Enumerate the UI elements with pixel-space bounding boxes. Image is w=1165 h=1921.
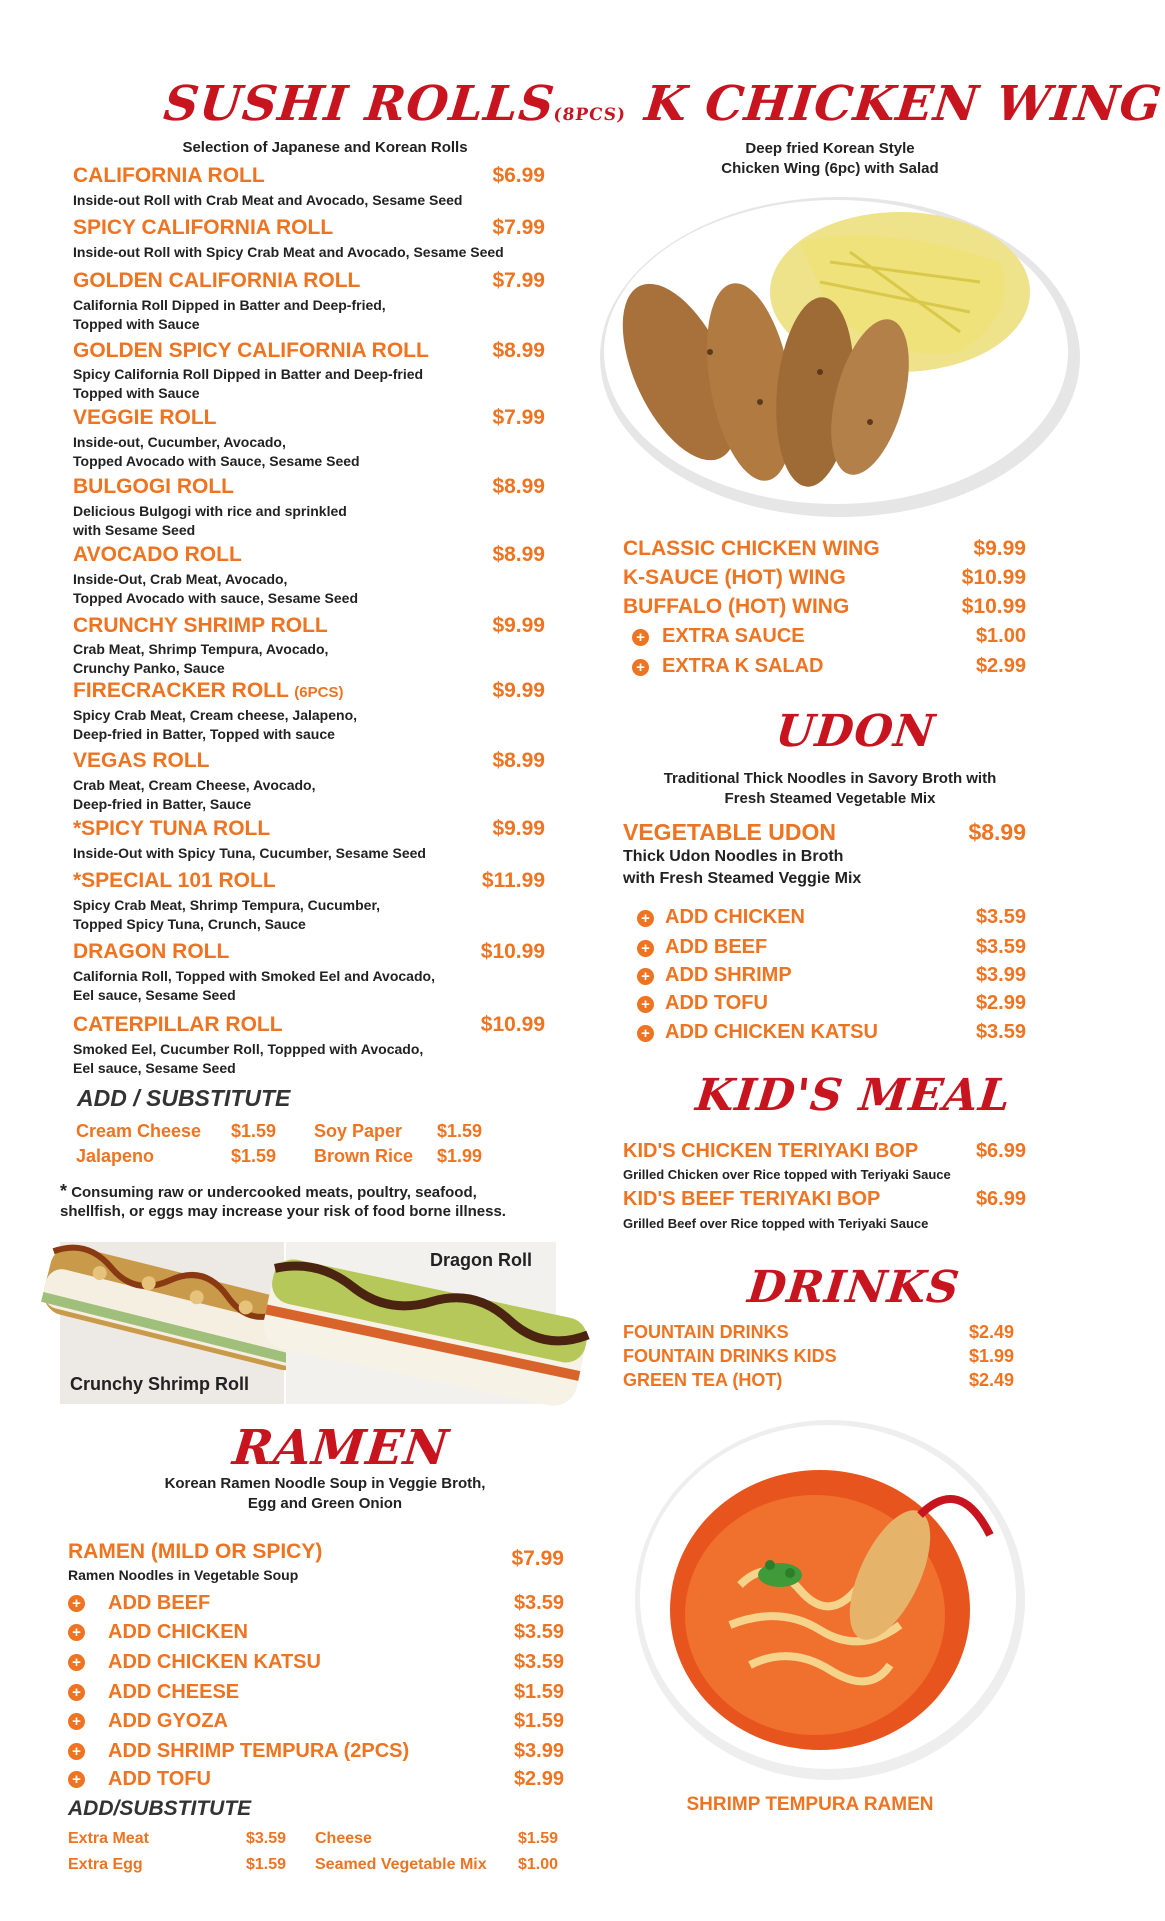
ramen-add-price: $3.59 xyxy=(513,1651,564,1673)
udon-add-price: $3.59 xyxy=(975,1021,1026,1043)
ramen-add-price: $3.99 xyxy=(513,1740,564,1762)
chicken-wing-subtitle: Deep fried Korean Style Chicken Wing (6pc) with Salad xyxy=(721,140,939,177)
ramen-sub-name: Extra Meat xyxy=(68,1830,149,1847)
sushi-item-price: $9.99 xyxy=(492,817,545,840)
udon-add-name: ADD SHRIMP xyxy=(665,964,792,986)
plus-icon: + xyxy=(637,968,654,985)
sushi-item-price: $10.99 xyxy=(480,940,545,963)
plus-icon: + xyxy=(637,940,654,957)
ramen-add-name: ADD CHICKEN xyxy=(108,1621,248,1643)
plus-icon: + xyxy=(68,1743,85,1760)
chicken-wing-photo xyxy=(600,182,1080,532)
sushi-item-price: $6.99 xyxy=(492,164,545,187)
ramen-add-name: ADD TOFU xyxy=(108,1768,211,1790)
plus-icon: + xyxy=(68,1595,85,1612)
kids-item-price: $6.99 xyxy=(975,1188,1026,1210)
wing-add-name: EXTRA K SALAD xyxy=(662,655,824,677)
plus-icon: + xyxy=(68,1624,85,1641)
drink-name: FOUNTAIN DRINKS KIDS xyxy=(623,1346,837,1366)
ramen-title: RAMEN xyxy=(230,1420,452,1476)
wing-item-price: $10.99 xyxy=(961,595,1026,618)
sushi-item-price: $9.99 xyxy=(492,679,545,702)
sushi-item-desc: Spicy Crab Meat, Cream cheese, Jalapeno, Deep-fried in Batter, Topped with sauce xyxy=(73,707,358,742)
sushi-item-name: VEGAS ROLL xyxy=(73,749,210,772)
plus-icon: + xyxy=(68,1684,85,1701)
ramen-sub-price: $1.59 xyxy=(246,1856,287,1873)
sushi-item-desc: Inside-Out with Spicy Tuna, Cucumber, Sesame Seed xyxy=(73,845,426,861)
wing-item-price: $9.99 xyxy=(973,537,1026,560)
ramen-sub-name: Cheese xyxy=(315,1830,372,1847)
sushi-item-desc: Inside-out, Cucumber, Avocado, Topped Avocado with Sauce, Sesame Seed xyxy=(73,434,360,469)
ramen-add-name: ADD GYOZA xyxy=(108,1710,228,1732)
drink-price: $1.99 xyxy=(969,1346,1015,1366)
ramen-sub-price: $1.00 xyxy=(518,1856,559,1873)
kids-item-name: KID'S CHICKEN TERIYAKI BOP xyxy=(623,1140,919,1162)
plus-icon: + xyxy=(632,659,649,676)
wing-add-price: $2.99 xyxy=(975,655,1026,677)
sushi-item-desc: California Roll Dipped in Batter and Deep-fried, Topped with Sauce xyxy=(73,297,386,332)
sushi-rolls-title xyxy=(161,76,630,132)
sushi-title-text: SUSHI ROLLS xyxy=(161,76,558,132)
udon-main-price: $8.99 xyxy=(968,819,1026,845)
ramen-add-price: $1.59 xyxy=(513,1681,564,1703)
ramen-sub-price: $1.59 xyxy=(518,1830,559,1847)
udon-subtitle: Traditional Thick Noodles in Savory Broth with Fresh Steamed Vegetable Mix xyxy=(663,770,997,807)
plus-icon: + xyxy=(637,910,654,927)
sushi-item-desc: Delicious Bulgogi with rice and sprinkled with Sesame Seed xyxy=(73,503,347,538)
disclaimer-text: Consuming raw or undercooked meats, poultry, seafood, shellfish, or eggs may increase your risk of food borne illness. xyxy=(60,1184,506,1220)
plus-icon: + xyxy=(632,629,649,646)
ramen-add-name: ADD BEEF xyxy=(108,1592,211,1614)
shrimp-tempura-ramen-caption: SHRIMP TEMPURA RAMEN xyxy=(686,1794,934,1815)
udon-add-name: ADD TOFU xyxy=(665,992,768,1014)
udon-add-price: $3.99 xyxy=(975,964,1026,986)
sushi-item-price: $9.99 xyxy=(492,614,545,637)
sushi-item-desc: Smoked Eel, Cucumber Roll, Toppped with Avocado, Eel sauce, Sesame Seed xyxy=(73,1041,424,1076)
udon-add-price: $2.99 xyxy=(975,992,1026,1014)
wing-add-price: $1.00 xyxy=(975,625,1026,647)
sushi-item-name: AVOCADO ROLL xyxy=(73,543,242,566)
sushi-add-name: Jalapeno xyxy=(76,1146,155,1166)
plus-icon: + xyxy=(637,1025,654,1042)
sushi-add-name: Brown Rice xyxy=(314,1146,414,1166)
sushi-item-desc: Spicy California Roll Dipped in Batter and Deep-fried Topped with Sauce xyxy=(73,366,424,401)
sushi-add-name: Cream Cheese xyxy=(76,1121,202,1141)
crunchy-shrimp-roll-photo xyxy=(60,1242,284,1404)
ramen-sub-price: $3.59 xyxy=(246,1830,287,1847)
sushi-item-name: GOLDEN SPICY CALIFORNIA ROLL xyxy=(73,339,429,362)
sushi-item-name: CALIFORNIA ROLL xyxy=(73,164,265,187)
sushi-item-name: GOLDEN CALIFORNIA ROLL xyxy=(73,269,361,292)
sushi-add-name: Soy Paper xyxy=(314,1121,403,1141)
sushi-item-price: $8.99 xyxy=(492,543,545,566)
shrimp-tempura-ramen-image xyxy=(630,1415,1030,1785)
plus-icon: + xyxy=(637,996,654,1013)
wing-item-price: $10.99 xyxy=(961,566,1026,589)
udon-add-name: ADD BEEF xyxy=(665,936,768,958)
sushi-item-name: CATERPILLAR ROLL xyxy=(73,1013,283,1036)
ramen-sub-name: Seamed Vegetable Mix xyxy=(315,1856,487,1873)
drink-price: $2.49 xyxy=(969,1370,1015,1390)
sushi-item-desc: Inside-out Roll with Spicy Crab Meat and Avocado, Sesame Seed xyxy=(73,244,504,260)
udon-main-desc: Thick Udon Noodles in Broth with Fresh Steamed Veggie Mix xyxy=(623,848,862,887)
sushi-item-name: VEGGIE ROLL xyxy=(73,406,217,429)
ramen-add-price: $1.59 xyxy=(513,1710,564,1732)
chicken-wing-image xyxy=(600,182,1080,532)
ramen-main-name: RAMEN (MILD OR SPICY) xyxy=(68,1540,323,1563)
dragon-roll-caption: Dragon Roll xyxy=(430,1250,532,1270)
sushi-item-name: CRUNCHY SHRIMP ROLL xyxy=(73,614,328,637)
sushi-subtitle: Selection of Japanese and Korean Rolls xyxy=(182,139,468,156)
ramen-add-price: $2.99 xyxy=(513,1768,564,1790)
ramen-sub-name: Extra Egg xyxy=(68,1856,143,1873)
plus-icon: + xyxy=(68,1771,85,1788)
dragon-roll-photo xyxy=(286,1242,556,1404)
sushi-item-desc: Inside-Out, Crab Meat, Avocado, Topped Avocado with sauce, Sesame Seed xyxy=(73,571,359,606)
sushi-item-price: $7.99 xyxy=(492,406,545,429)
sushi-item-desc: Inside-out Roll with Crab Meat and Avocado, Sesame Seed xyxy=(73,192,463,208)
sushi-add-title: ADD / SUBSTITUTE xyxy=(77,1085,291,1111)
sushi-item-name xyxy=(73,679,343,703)
wing-item-name: CLASSIC CHICKEN WING xyxy=(623,537,880,560)
sushi-add-price: $1.59 xyxy=(231,1121,277,1141)
sushi-item-desc: Spicy Crab Meat, Shrimp Tempura, Cucumber, Topped Spicy Tuna, Crunch, Sauce xyxy=(73,897,381,932)
shrimp-tempura-ramen-photo xyxy=(630,1415,1030,1785)
plus-icon: + xyxy=(68,1713,85,1730)
drinks-title: DRINKS xyxy=(745,1262,963,1313)
udon-add-name: ADD CHICKEN xyxy=(665,906,805,928)
kids-item-desc: Grilled Chicken over Rice topped with Teriyaki Sauce xyxy=(623,1167,951,1182)
udon-main-name: VEGETABLE UDON xyxy=(623,819,836,845)
sushi-item-note: (6PCS) xyxy=(294,684,344,701)
sushi-item-price: $10.99 xyxy=(480,1013,545,1036)
sushi-item-desc: Crab Meat, Cream Cheese, Avocado, Deep-fried in Batter, Sauce xyxy=(73,777,316,812)
drink-name: GREEN TEA (HOT) xyxy=(623,1370,783,1390)
drink-price: $2.49 xyxy=(969,1322,1015,1342)
sushi-title-note: (8PCS) xyxy=(552,105,627,125)
ramen-main-desc: Ramen Noodles in Vegetable Soup xyxy=(68,1567,299,1583)
kids-item-price: $6.99 xyxy=(975,1140,1026,1162)
wing-add-name: EXTRA SAUCE xyxy=(662,625,805,647)
wing-item-name: K-SAUCE (HOT) WING xyxy=(623,566,846,589)
sushi-add-price: $1.59 xyxy=(231,1146,277,1166)
udon-add-price: $3.59 xyxy=(975,936,1026,958)
ramen-add-price: $3.59 xyxy=(513,1592,564,1614)
wing-item-name: BUFFALO (HOT) WING xyxy=(623,595,850,618)
sushi-item-price: $8.99 xyxy=(492,749,545,772)
kids-item-name: KID'S BEEF TERIYAKI BOP xyxy=(623,1188,881,1210)
sushi-add-price: $1.99 xyxy=(437,1146,483,1166)
sushi-item-name: DRAGON ROLL xyxy=(73,940,230,963)
sushi-item-name: BULGOGI ROLL xyxy=(73,475,234,498)
drink-name: FOUNTAIN DRINKS xyxy=(623,1322,789,1342)
ramen-subtitle: Korean Ramen Noodle Soup in Veggie Broth, Egg and Green Onion xyxy=(164,1475,486,1512)
sushi-item-price: $7.99 xyxy=(492,269,545,292)
sushi-item-name-text: FIRECRACKER ROLL xyxy=(73,679,289,702)
sushi-item-price: $8.99 xyxy=(492,475,545,498)
chicken-wing-title: K CHICKEN WING xyxy=(642,76,1165,132)
plus-icon: + xyxy=(68,1654,85,1671)
kids-item-desc: Grilled Beef over Rice topped with Teriyaki Sauce xyxy=(623,1216,929,1231)
disclaimer xyxy=(60,1182,580,1221)
disclaimer-star: * xyxy=(60,1181,68,1201)
sushi-item-price: $7.99 xyxy=(492,216,545,239)
ramen-sub-title: ADD/SUBSTITUTE xyxy=(68,1797,252,1820)
udon-add-name: ADD CHICKEN KATSU xyxy=(665,1021,878,1043)
ramen-add-name: ADD SHRIMP TEMPURA (2PCS) xyxy=(108,1740,410,1762)
sushi-item-name: SPICY CALIFORNIA ROLL xyxy=(73,216,334,239)
ramen-add-name: ADD CHICKEN KATSU xyxy=(108,1651,321,1673)
sushi-item-price: $11.99 xyxy=(481,869,545,892)
udon-title: UDON xyxy=(773,706,938,757)
sushi-item-price: $8.99 xyxy=(492,339,545,362)
sushi-item-desc: Crab Meat, Shrimp Tempura, Avocado, Crunchy Panko, Sauce xyxy=(73,641,329,676)
crunchy-shrimp-roll-caption: Crunchy Shrimp Roll xyxy=(70,1374,250,1394)
sushi-item-desc: California Roll, Topped with Smoked Eel and Avocado, Eel sauce, Sesame Seed xyxy=(73,968,435,1003)
ramen-main-price: $7.99 xyxy=(511,1547,564,1570)
ramen-add-price: $3.59 xyxy=(513,1621,564,1643)
kids-meal-title: KID'S MEAL xyxy=(693,1070,1014,1121)
sushi-add-price: $1.59 xyxy=(437,1121,483,1141)
ramen-add-name: ADD CHEESE xyxy=(108,1681,240,1703)
udon-add-price: $3.59 xyxy=(975,906,1026,928)
sushi-item-name: *SPECIAL 101 ROLL xyxy=(73,869,276,892)
sushi-item-name: *SPICY TUNA ROLL xyxy=(73,817,271,840)
